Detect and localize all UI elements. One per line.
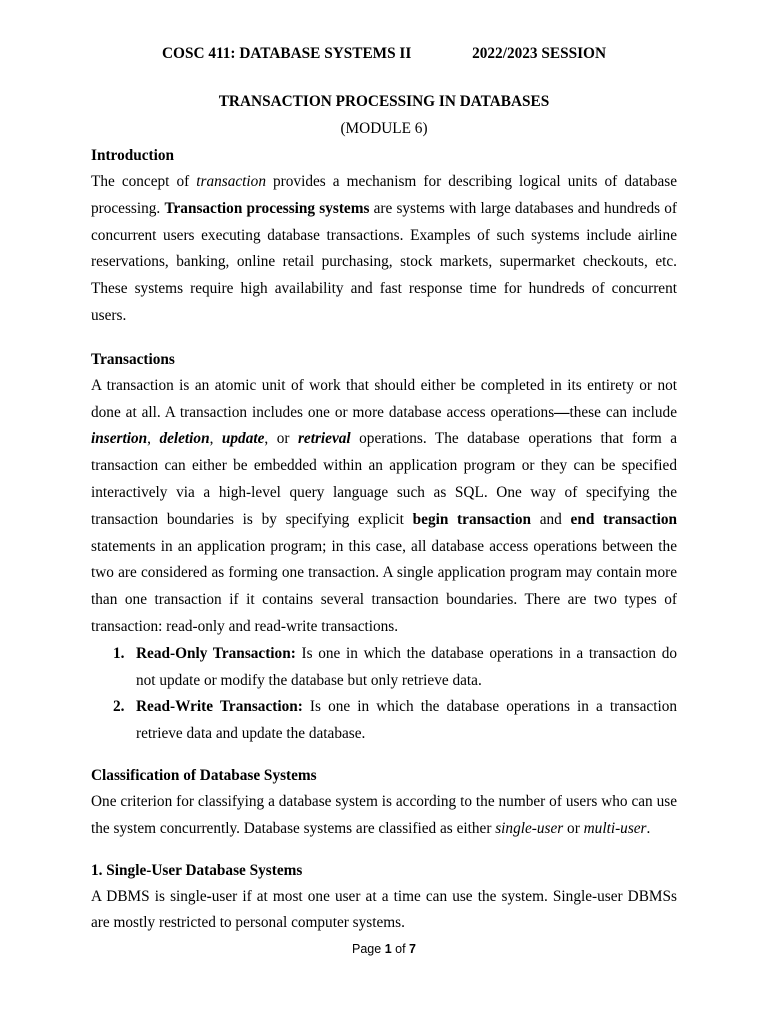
- session-label: 2022/2023 SESSION: [472, 45, 606, 62]
- classification-paragraph: One criterion for classifying a database system is according to the number of users who can use the system concurrently. Database systems are classified as either single-user or multi-user.: [91, 792, 677, 837]
- list-item: 2. Read-Write Transaction: Is one in which the database operations in a transaction retrieve data and update the database.: [113, 698, 677, 743]
- document-body: [91, 145, 677, 937]
- introduction-section: [91, 145, 677, 330]
- document-title: TRANSACTION PROCESSING IN DATABASES: [218, 93, 550, 110]
- transactions-paragraph: A transaction is an atomic unit of work that should either be completed in its entirety or not done at all. A transaction includes one or more database access operations—these can include insertion, deletion, update, or retrieval operations. The database operations that form a transaction can either be embedded within an application program or they can be specified interactively via a high-level query language such as SQL. One way of specifying the transaction boundaries is by specifying explicit begin transaction and end transaction statements in an application program; in this case, all database access operations between the two are considered as forming one transaction. A single application program may contain more than one transaction if it contains several transaction boundaries. There are two types of transaction: read-only and read-write transactions.: [91, 376, 677, 635]
- classification-section: [91, 765, 677, 843]
- page-footer: [0, 942, 768, 956]
- introduction-paragraph: The concept of transaction provides a mechanism for describing logical units of database processing. Transaction processing systems are systems with large databases and hundreds of concurrent users executing database transactions. Examples of such systems include airline reservations, banking, online retail purchasing, stock markets, supermarket checkouts, etc. These systems require high availability and fast response time for hundreds of concurrent users.: [91, 173, 677, 324]
- single-user-paragraph: A DBMS is single-user if at most one user at a time can use the system. Single-user DBMSs are mostly restricted to personal computer systems.: [91, 887, 677, 932]
- page-word: Page: [352, 942, 385, 956]
- single-user-heading: 1. Single-User Database Systems: [91, 861, 303, 879]
- of-word: of: [391, 942, 410, 956]
- classification-heading: Classification of Database Systems: [91, 766, 317, 784]
- transactions-section: [91, 349, 677, 748]
- transaction-types-list: [91, 641, 677, 748]
- list-item: 1. Read-Only Transaction: Is one in which the database operations in a transaction do not update or modify the database but only retrieve data.: [113, 644, 677, 689]
- page-header: [162, 45, 606, 63]
- introduction-heading: Introduction: [91, 147, 175, 164]
- single-user-section: [91, 860, 677, 938]
- course-title: COSC 411: DATABASE SYSTEMS II: [162, 45, 412, 62]
- transactions-heading: Transactions: [91, 350, 175, 368]
- page-total: 7: [409, 942, 416, 956]
- page-number: 1: [384, 942, 392, 956]
- module-label: (MODULE 6): [340, 120, 428, 137]
